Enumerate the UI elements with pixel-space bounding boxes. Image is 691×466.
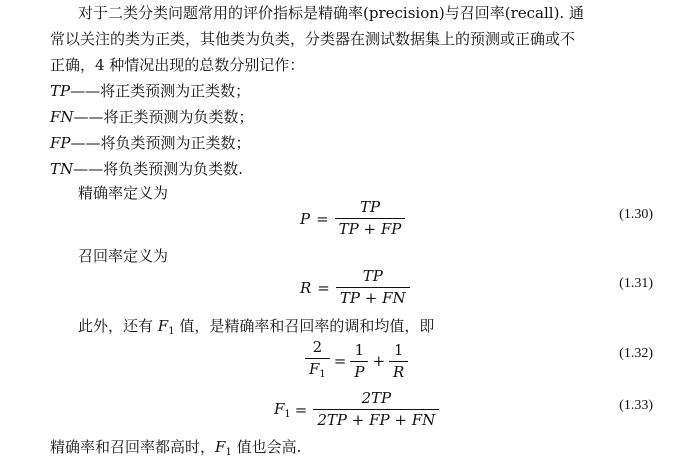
- f1-subscript: 1: [168, 326, 175, 337]
- numerator: TP: [359, 198, 381, 216]
- fraction-1-over-p: [350, 342, 368, 381]
- equation-number-1-30: (1.30): [619, 207, 653, 222]
- f-symbol: F: [309, 360, 320, 378]
- numerator: TP: [362, 267, 383, 285]
- equation-harmonic: [305, 339, 408, 383]
- f1-fraction: [313, 390, 439, 429]
- denominator: 2TP + FP + FN: [313, 409, 439, 429]
- intro-line-2: 常以关注的类为正类，其他类为负类，分类器在测试数据集上的预测或正确或不: [50, 30, 576, 48]
- term-fn: FN: [50, 108, 74, 126]
- f-subscript: 1: [284, 408, 291, 420]
- term-fp: FP: [50, 134, 71, 152]
- numerator: 2TP: [361, 389, 392, 407]
- intro-line-3: 正确，4 种情况出现的总数分别记作：: [50, 56, 305, 74]
- f-symbol: F: [274, 399, 285, 418]
- definition-text: 将正类预测为负类数；: [103, 108, 254, 126]
- f1-lhs: [274, 400, 295, 420]
- recall-fraction: [336, 268, 410, 307]
- denominator: TP + FP: [335, 218, 406, 238]
- f-subscript: 1: [319, 369, 326, 380]
- equation-precision: [300, 199, 405, 238]
- denominator: R: [389, 361, 408, 381]
- f1-subscript: 1: [225, 447, 232, 458]
- denominator: TP + FN: [336, 287, 410, 307]
- term-tp: TP: [50, 82, 71, 100]
- dash: ——: [70, 82, 101, 100]
- equation-number-1-32: (1.32): [619, 346, 653, 361]
- equals-sign: =: [333, 352, 347, 370]
- f1-intro-after: 值，是精确率和召回率的调和均值，即: [174, 317, 435, 335]
- definition-text: 将负类预测为正类数；: [100, 134, 251, 152]
- fraction-2-over-f1: [305, 339, 330, 383]
- term-tn: TN: [50, 160, 74, 178]
- definition-text: 将正类预测为正类数；: [100, 82, 251, 100]
- recall-label: 召回率定义为: [78, 247, 169, 265]
- numerator: 1: [354, 340, 365, 359]
- equation-number-1-33: (1.33): [619, 398, 653, 413]
- denominator: [305, 358, 330, 383]
- f1-symbol: F: [215, 438, 226, 456]
- dash: ——: [73, 108, 104, 126]
- precision-symbol: P: [300, 209, 311, 228]
- numerator: 2: [312, 338, 323, 356]
- dash: ——: [70, 134, 101, 152]
- definition-fn: [50, 104, 254, 130]
- conclusion: [50, 434, 301, 466]
- equals-sign: =: [317, 278, 330, 297]
- f1-symbol: F: [157, 317, 169, 335]
- equals-sign: =: [294, 400, 308, 419]
- recall-symbol: R: [300, 278, 312, 297]
- definition-tn: [50, 156, 243, 182]
- precision-label: 精确率定义为: [78, 184, 169, 202]
- definition-text: 将负类预测为负类数.: [103, 160, 243, 178]
- equation-recall: [300, 268, 410, 307]
- equation-number-1-31: (1.31): [619, 276, 653, 291]
- equals-sign: =: [316, 209, 329, 228]
- definition-fp: [50, 130, 251, 156]
- precision-fraction: [335, 199, 406, 238]
- plus-sign: +: [372, 352, 386, 370]
- conclusion-before: 精确率和召回率都高时，: [50, 438, 216, 456]
- intro-line-1: 对于二类分类问题常用的评价指标是精确率(precision)与召回率(recall). 通: [78, 4, 584, 22]
- f1-intro-before: 此外，还有: [78, 317, 158, 335]
- numerator: 1: [393, 340, 404, 359]
- dash: ——: [73, 160, 104, 178]
- denominator: P: [350, 361, 368, 381]
- definition-tp: [50, 78, 250, 104]
- fraction-1-over-r: [389, 342, 408, 381]
- equation-f1: [274, 390, 439, 429]
- conclusion-after: 值也会高.: [231, 438, 302, 456]
